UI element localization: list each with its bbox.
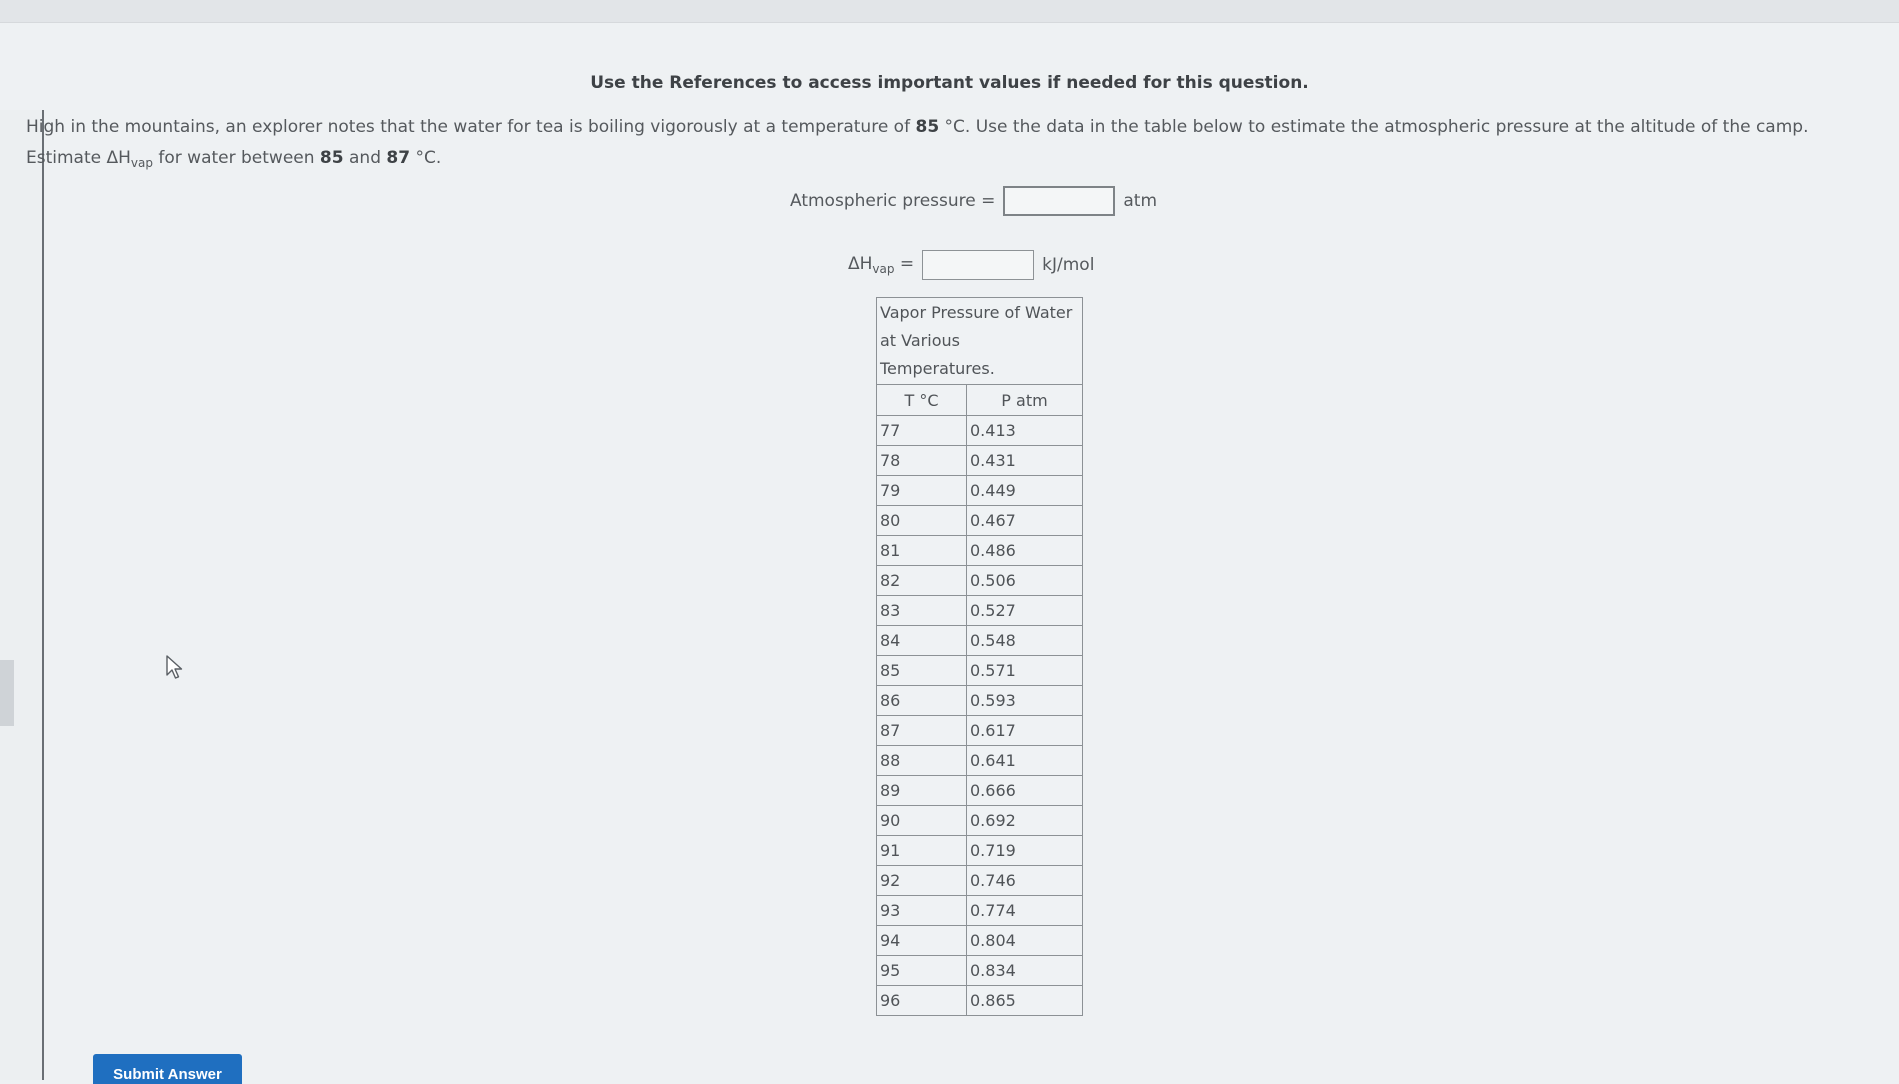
temperature-cell: 93 <box>877 896 967 926</box>
temperature-cell: 86 <box>877 686 967 716</box>
pressure-cell: 0.692 <box>967 806 1083 836</box>
pressure-cell: 0.666 <box>967 776 1083 806</box>
temperature-cell: 94 <box>877 926 967 956</box>
left-panel-tab[interactable] <box>0 660 14 726</box>
left-panel-edge <box>0 110 44 1080</box>
table-row <box>877 986 1083 1016</box>
question-line-1 <box>26 112 1876 143</box>
pressure-cell: 0.593 <box>967 686 1083 716</box>
temperature-cell: 88 <box>877 746 967 776</box>
temperature-high: 87 <box>386 148 411 168</box>
table-body <box>877 416 1083 1016</box>
temperature-cell: 90 <box>877 806 967 836</box>
pressure-cell: 0.413 <box>967 416 1083 446</box>
pressure-cell: 0.804 <box>967 926 1083 956</box>
table-row <box>877 626 1083 656</box>
table-row <box>877 926 1083 956</box>
dhvap-label-main: ΔH <box>848 254 873 274</box>
question-text-part: and <box>343 148 387 168</box>
pressure-cell: 0.865 <box>967 986 1083 1016</box>
table-row <box>877 836 1083 866</box>
temperature-cell: 79 <box>877 476 967 506</box>
temperature-cell: 82 <box>877 566 967 596</box>
pressure-cell: 0.548 <box>967 626 1083 656</box>
table-row <box>877 506 1083 536</box>
table-caption <box>877 298 1083 385</box>
table-caption-line-2: at Various Temperatures. <box>880 331 995 378</box>
question-line-2 <box>26 143 1876 179</box>
table-row <box>877 536 1083 566</box>
temperature-low: 85 <box>319 148 344 168</box>
temperature-cell: 96 <box>877 986 967 1016</box>
table-row <box>877 686 1083 716</box>
pressure-cell: 0.431 <box>967 446 1083 476</box>
question-text-part: °C. <box>410 148 442 168</box>
table-row <box>877 746 1083 776</box>
browser-top-strip <box>0 0 1899 23</box>
question-text-part: Estimate ΔH <box>26 148 131 168</box>
pressure-cell: 0.449 <box>967 476 1083 506</box>
dhvap-label <box>848 254 914 276</box>
temperature-cell: 78 <box>877 446 967 476</box>
temperature-cell: 91 <box>877 836 967 866</box>
pressure-answer-row <box>790 186 1157 216</box>
pressure-cell: 0.527 <box>967 596 1083 626</box>
temperature-cell: 80 <box>877 506 967 536</box>
table-row <box>877 956 1083 986</box>
temperature-cell: 92 <box>877 866 967 896</box>
table-row <box>877 416 1083 446</box>
question-text-part: High in the mountains, an explorer notes that the water for tea is boiling vigorously at a temperature of <box>26 117 916 137</box>
temperature-cell: 83 <box>877 596 967 626</box>
dhvap-input[interactable] <box>922 250 1034 280</box>
table-row <box>877 596 1083 626</box>
pressure-cell: 0.641 <box>967 746 1083 776</box>
references-instructions: Use the References to access important values if needed for this question. <box>590 73 1309 93</box>
pressure-label: Atmospheric pressure = <box>790 191 996 211</box>
temperature-cell: 95 <box>877 956 967 986</box>
pressure-cell: 0.746 <box>967 866 1083 896</box>
table-row <box>877 446 1083 476</box>
column-header-pressure: P atm <box>967 385 1083 416</box>
table-caption-line-1: Vapor Pressure of Water <box>880 303 1073 322</box>
boiling-temperature: 85 <box>915 117 940 137</box>
dhvap-unit: kJ/mol <box>1042 255 1095 275</box>
question-text-part: for water between <box>152 148 320 168</box>
pressure-cell: 0.571 <box>967 656 1083 686</box>
temperature-cell: 89 <box>877 776 967 806</box>
temperature-cell: 81 <box>877 536 967 566</box>
temperature-cell: 85 <box>877 656 967 686</box>
table-row <box>877 566 1083 596</box>
pressure-cell: 0.617 <box>967 716 1083 746</box>
vapor-pressure-table <box>876 297 1083 1016</box>
table-row <box>877 866 1083 896</box>
pressure-cell: 0.486 <box>967 536 1083 566</box>
pressure-cell: 0.774 <box>967 896 1083 926</box>
pressure-unit: atm <box>1123 191 1158 211</box>
column-header-temperature: T °C <box>877 385 967 416</box>
pressure-input[interactable] <box>1003 186 1115 216</box>
dhvap-label-sub: vap <box>872 262 895 276</box>
table-row <box>877 656 1083 686</box>
table-row <box>877 476 1083 506</box>
table-row <box>877 716 1083 746</box>
mouse-pointer-icon <box>166 655 184 681</box>
table-row <box>877 776 1083 806</box>
dhvap-answer-row <box>848 250 1094 280</box>
temperature-cell: 77 <box>877 416 967 446</box>
pressure-cell: 0.467 <box>967 506 1083 536</box>
table-row <box>877 806 1083 836</box>
submit-answer-button[interactable]: Submit Answer <box>93 1054 242 1084</box>
question-text <box>26 112 1876 179</box>
dhvap-label-eq: = <box>894 254 915 274</box>
subscript-vap: vap <box>130 156 153 170</box>
pressure-cell: 0.506 <box>967 566 1083 596</box>
temperature-cell: 84 <box>877 626 967 656</box>
temperature-cell: 87 <box>877 716 967 746</box>
pressure-cell: 0.719 <box>967 836 1083 866</box>
table-row <box>877 896 1083 926</box>
question-text-part: °C. Use the data in the table below to estimate the atmospheric pressure at the altitude of the camp. <box>939 117 1809 137</box>
pressure-cell: 0.834 <box>967 956 1083 986</box>
